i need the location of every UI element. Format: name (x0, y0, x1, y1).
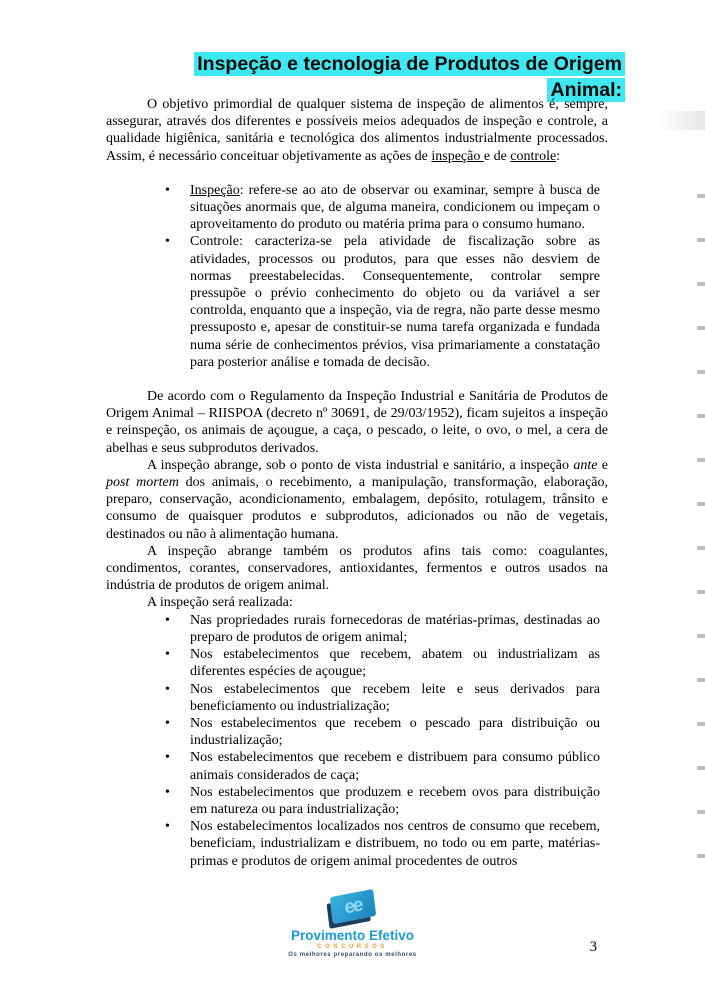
list-item: • Nos estabelecimentos que produzem e recebem ovos para distribuição em natureza ou para industrialização; (190, 784, 600, 818)
list-item-controle (190, 233, 600, 371)
logo-brand-text: Provimento Efetivo (290, 928, 415, 943)
page-title-line1: Inspeção e tecnologia de Produtos de Origem (194, 52, 625, 76)
list-item: • Nos estabelecimentos que recebem, abatem ou industrializam as diferentes espécies de açougue; (190, 646, 600, 680)
paragraph-regulamento: De acordo com o Regulamento da Inspeção Industrial e Sanitária de Produtos de Origem Animal – RIISPOA (decreto nº 30691, de 29/03/1952), ficam sujeitos a inspeção e reinspeção, os animais de açougue, a caça, o pescado, o leite, o ovo, o mel, a cera de abelhas e seus subprodutos derivados. (106, 389, 608, 456)
definitions-list (106, 182, 600, 371)
page-number: 3 (589, 939, 597, 955)
paragraph-intro (106, 96, 608, 165)
provimento-efetivo-logo-icon: ee (329, 889, 375, 924)
list-item: • Nos estabelecimentos que recebem o pescado para distribuição ou industrialização; (190, 715, 600, 749)
list-item: • Nos estabelecimentos que recebem leite e seus derivados para beneficiamento ou industrialização; (190, 681, 600, 715)
intro-text: : (556, 148, 561, 164)
definition-text: : refere-se ao ato de observar ou examinar, sempre à busca de situações anormais que, de alguma maneira, condicionem ou impeçam o aproveitamento do produto ou matéria prima para o consumo humano. (190, 182, 600, 233)
abrange-text: e (597, 457, 608, 473)
list-item-inspecao (190, 182, 600, 234)
page-title-line2: Animal: (547, 78, 625, 102)
intro-underlined-controle: controle (510, 148, 557, 164)
paragraph-realizada: A inspeção será realizada: (147, 595, 293, 611)
list-item: • Nos estabelecimentos que recebem e distribuem para consumo público animais considerados de caça; (190, 749, 600, 783)
definition-text: Controle: caracteriza-se pela atividade de fiscalização sobre as atividades, processos ou produtos, para que esses não desviem de normas preestabelecidas. Consequentemente, controlar sempre pressupõe o prévio conhecimento do objeto ou da variável a ser controlda, enquanto que a inspeção, via de regra, não parte desse mesmo pressuposto e, apesar de constituir-se numa tarefa organizada e fundada numa série de conhecimentos prévios, visa primariamente a constatação para posterior análise e tomada de decisão. (190, 234, 600, 370)
footer-logo (0, 893, 705, 958)
intro-text: O objetivo primordial de qualquer sistema de inspeção de alimentos é, sempre, assegurar, através dos diferentes e possíveis meios adequados de inspeção e controle, a qualidade higiênica, sanitária e tecnológica dos alimentos industrialmente processados. Assim, é necessário conceituar objetivamente as ações de (106, 97, 608, 164)
abrange-text: A inspeção abrange, sob o ponto de vista industrial e sanitário, a inspeção (147, 457, 574, 473)
scan-artifact-patch (657, 111, 705, 130)
abrange-italic-ante: ante (573, 457, 598, 473)
intro-underlined-inspecao: inspeção (431, 148, 484, 164)
locations-list (106, 612, 600, 870)
definition-term: Inspeção (190, 182, 240, 198)
document-body (106, 96, 608, 870)
abrange-italic-post-mortem: post mortem (106, 475, 179, 491)
logo-tagline-text: Os melhores preparando os melhores (288, 952, 417, 958)
paragraph-abrange (106, 457, 608, 543)
logo-sub-text: CONCURSOS (317, 944, 388, 950)
intro-text: e de (483, 148, 511, 164)
list-item: • Nos estabelecimentos localizados nos centros de consumo que recebem, beneficiam, industrializam e distribuem, no todo ou em parte, matérias-primas e produtos de origem animal procedentes de outros (190, 818, 600, 870)
paragraph-afins: A inspeção abrange também os produtos afins tais como: coagulantes, condimentos, corantes, conservadores, antioxidantes, fermentos e outros usados na indústria de produtos de origem animal. (106, 543, 608, 594)
abrange-text: dos animais, o recebimento, a manipulação, transformação, elaboração, preparo, conservação, acondicionamento, embalagem, depósito, rotulagem, trânsito e consumo de quaisquer produtos e subprodutos, adicionados ou não de vegetais, destinados ou não à alimentação humana. (106, 475, 608, 542)
list-item: • Nas propriedades rurais fornecedoras de matérias-primas, destinadas ao preparo de produtos de origem animal; (190, 612, 600, 646)
scan-artifact-edge-ticks (697, 194, 705, 866)
